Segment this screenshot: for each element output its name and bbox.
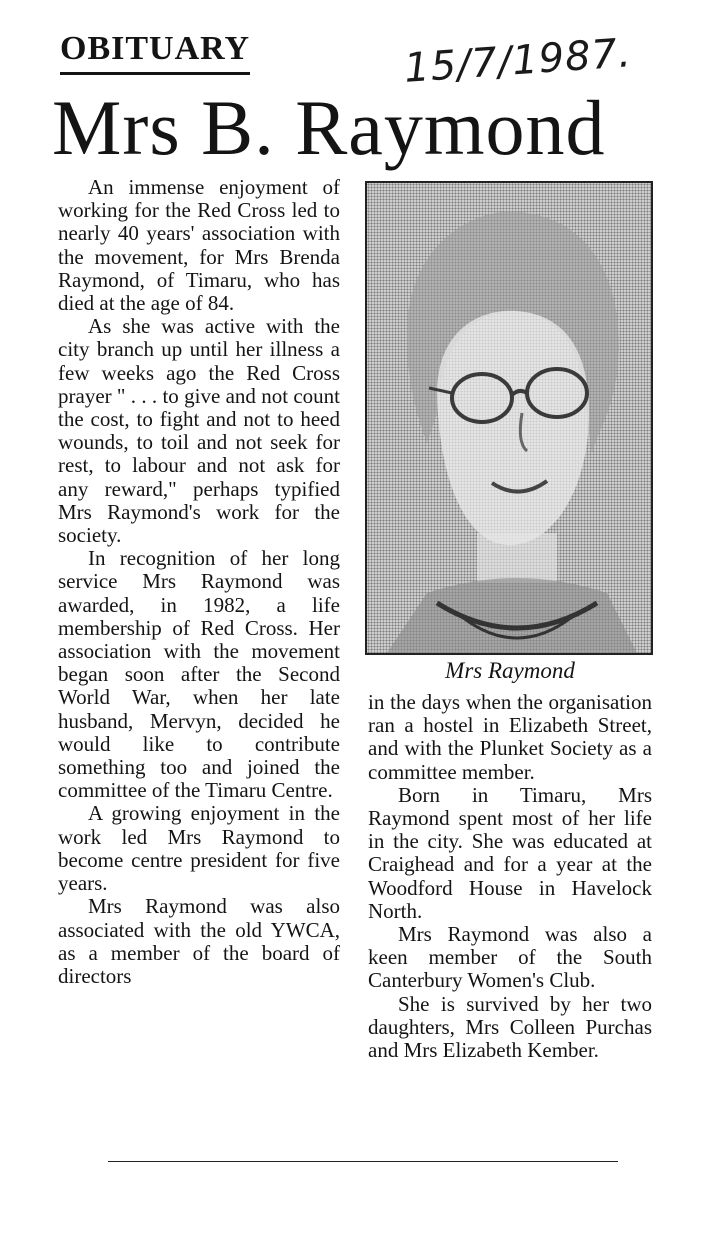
paragraph: A growing enjoyment in the work led Mrs Raymond to become centre president for five years. — [58, 801, 340, 896]
handwritten-date: 15/7/1987. — [402, 30, 634, 92]
portrait-drawing — [367, 183, 651, 653]
paragraph: Born in Timaru, Mrs Raymond spent most of her life in the city. She was educated at Craighead and for a year at the Woodford House in Havelock North. — [368, 782, 652, 923]
paragraph: An immense enjoyment of working for the Red Cross led to nearly 40 years' association with the movement, for Mrs Brenda Raymond, of Timaru, who has died at the age of 84. — [58, 175, 340, 316]
paragraph: She is survived by her two daughters, Mrs Colleen Purchas and Mrs Elizabeth Kember. — [368, 991, 652, 1063]
left-column — [58, 176, 340, 988]
paragraph: As she was active with the city branch up until her illness a few weeks ago the Red Cross prayer " . . . to give and not count the cost, to fight and not to heed wounds, to toil and not seek for rest, to labour and not ask for any reward," perhaps typified Mrs Raymond's work for the society. — [58, 314, 340, 548]
headline: Mrs B. Raymond — [52, 84, 606, 171]
paragraph: Mrs Raymond was also a keen member of the South Canterbury Women's Club. — [368, 922, 652, 993]
paragraph: in the days when the organisation ran a hostel in Elizabeth Street, and with the Plunket Society as a committee member. — [368, 690, 652, 784]
section-kicker: OBITUARY — [60, 28, 250, 75]
paragraph: Mrs Raymond was also associated with the old YWCA, as a member of the board of directors — [58, 894, 340, 988]
portrait-photo — [365, 181, 653, 655]
paragraph: In recognition of her long service Mrs Raymond was awarded, in 1982, a life membership of Red Cross. Her association with the movement began soon after the Second World War, when her late husband, Mervyn, decided he would like to contribute something too and joined the committee of the Timaru Centre. — [58, 546, 340, 803]
bottom-rule — [108, 1161, 618, 1162]
photo-caption: Mrs Raymond — [445, 658, 575, 683]
right-column — [368, 691, 652, 1062]
